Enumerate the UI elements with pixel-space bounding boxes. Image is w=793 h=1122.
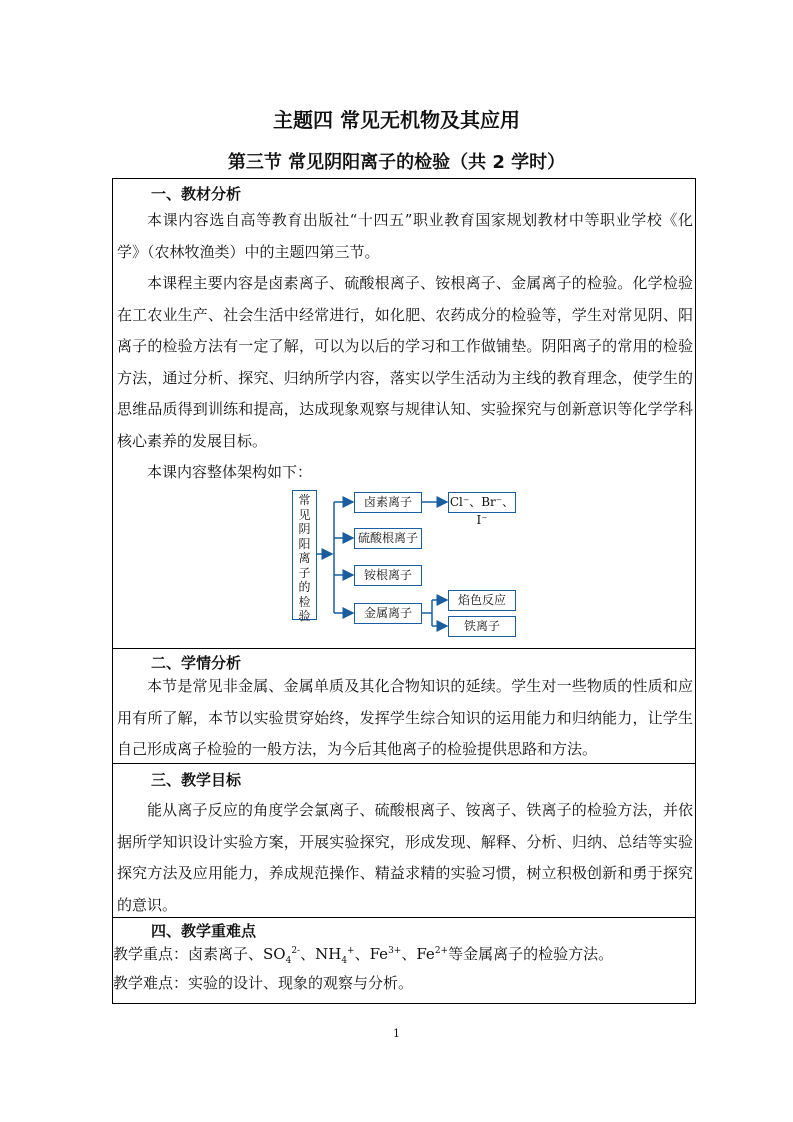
- paragraph: 本节是常见非金属、金属单质及其化合物知识的延续。学生对一些物质的性质和应用有所了解，本节以实验贯穿始终，发挥学生综合知识的运用能力和归纳能力，让学生自己形成离子检验的一般方法，为今后其他离子的检验提供思路和方法。: [117, 677, 693, 758]
- diagram-ammonium: 铵根离子: [354, 565, 422, 586]
- diagram-halide: 卤素离子: [354, 492, 422, 513]
- key-point-sep: 、NH: [300, 945, 342, 963]
- fe2-charge: 2+: [434, 946, 449, 956]
- difficulty-text: 教学难点：实验的设计、现象的观察与分析。: [113, 974, 414, 992]
- paragraph: 本课程主要内容是卤素离子、硫酸根离子、铵根离子、金属离子的检验。化学检验在工农业生产、社会生活中经常进行，如化肥、农药成分的检验等，学生对常见阴、阳离子的检验方法有一定了解，可以为以后的学习和工作做铺垫。阴阳离子的常用的检验方法，通过分析、探究、归纳所学内容，落实以学生活动为主线的教育理念，使学生的思维品质得到训练和提高，达成现象观察与规律认知、实验探究与创新意识等化学学科核心素养的发展目标。: [117, 274, 693, 450]
- fe3-charge: 3+: [388, 946, 402, 956]
- key-point-sep: 、Fe: [401, 945, 435, 963]
- page-number: 1: [393, 1027, 400, 1040]
- key-point-sep: 、Fe: [354, 945, 389, 963]
- nh4-subscript: 4: [341, 956, 348, 966]
- diagram-metal: 金属离子: [354, 603, 422, 624]
- section-heading: 二、学情分析: [151, 654, 242, 672]
- diagram-iron: 铁离子: [448, 616, 516, 637]
- so4-charge: 2-: [291, 946, 301, 956]
- doc-title: 主题四 常见无机物及其应用: [273, 108, 520, 132]
- diagram-sulfate: 硫酸根离子: [354, 528, 422, 549]
- diagram-flame: 焰色反应: [448, 590, 516, 611]
- key-point-suffix: 等金属离子的检验方法。: [448, 945, 614, 963]
- paragraph: 能从离子反应的角度学会氯离子、硫酸根离子、铵离子、铁离子的检验方法，并依据所学知识设计实验方案，开展实验探究，形成发现、解释、分析、归纳、总结等实验探究方法及应用能力，养成规范操作、精益求精的实验习惯，树立积极创新和勇于探究的意识。: [117, 801, 693, 914]
- paragraph: 本课内容选自高等教育出版社“十四五”职业教育国家规划教材中等职业学校《化学》（农林牧渔类）中的主题四第三节。: [117, 211, 693, 261]
- section-teaching-goals: [113, 763, 695, 919]
- doc-subtitle: 第三节 常见阴阳离子的检验（共 2 学时）: [227, 152, 566, 173]
- section-heading: 四、教学重难点: [151, 922, 257, 940]
- nh4-charge: +: [347, 946, 355, 956]
- so4-subscript: 4: [285, 956, 292, 966]
- section-heading: 三、教学目标: [151, 771, 242, 789]
- section-key-points: [113, 917, 695, 1004]
- diagram-root: 常见阴阳离子的检验: [292, 490, 317, 620]
- section-student-analysis: [113, 648, 695, 764]
- key-point-prefix: 教学重点：卤素离子、SO: [113, 945, 286, 963]
- section-heading: 一、教材分析: [151, 185, 242, 203]
- diagram-halide-ions: Cl⁻、Br⁻、I⁻: [448, 492, 516, 513]
- structure-diagram: [290, 488, 540, 640]
- paragraph: 本课内容整体架构如下：: [147, 463, 313, 481]
